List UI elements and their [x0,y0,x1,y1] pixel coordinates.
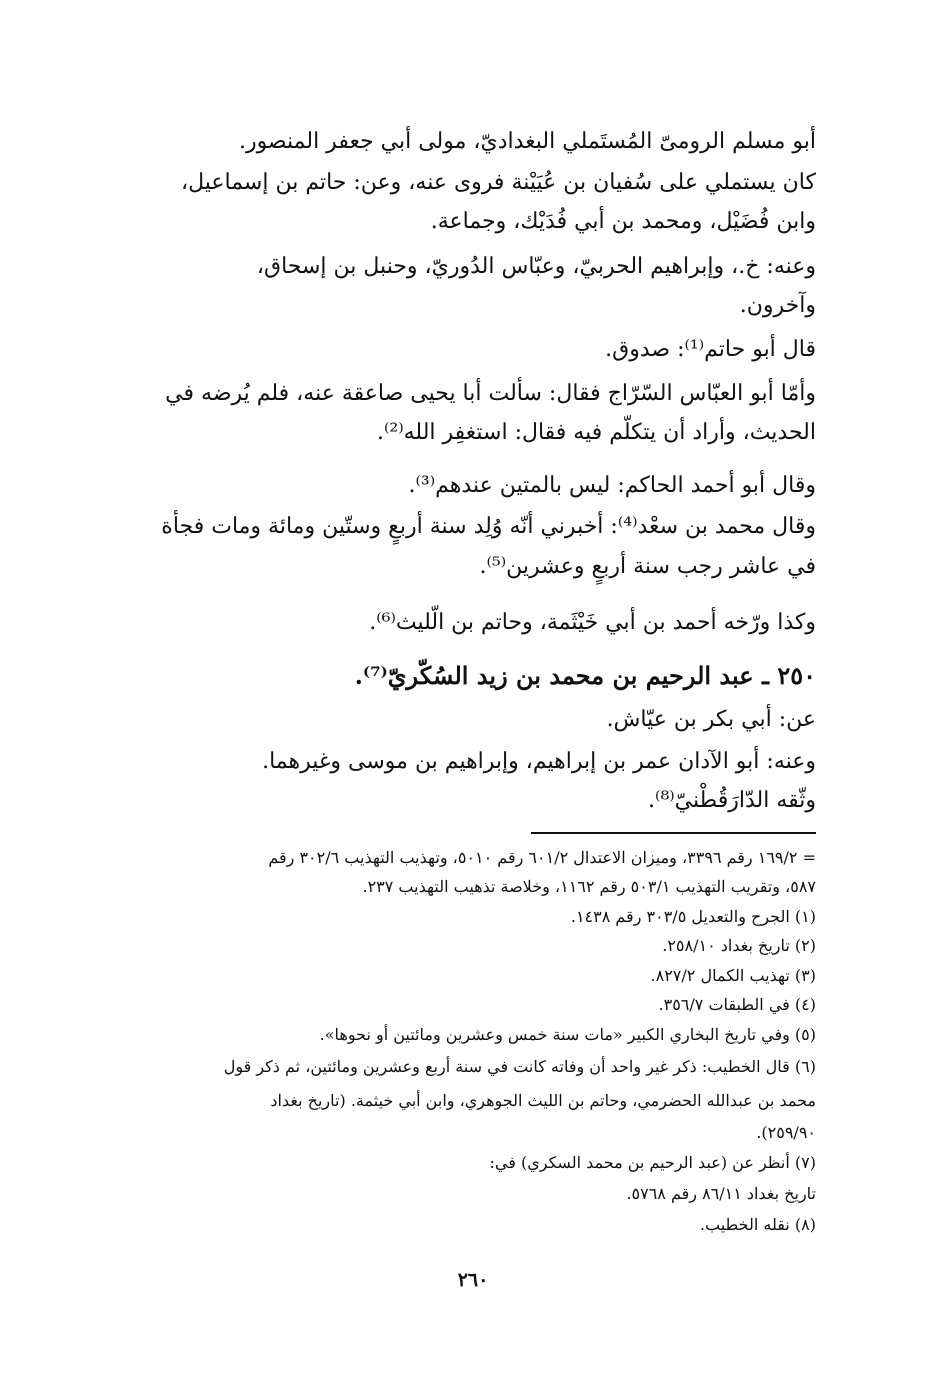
footnote-line: (٦) قال الخطيب: ذكر غير واحد أن وفاته كانت في سنة أربع وعشرين ومائتين، ثم ذكر قول [223,1057,816,1076]
footnote-line: تاريخ بغداد ٨٦/١١ رقم ٥٧٦٨. [626,1184,816,1203]
text-line: وكذا ورّخه أحمد بن أبي خَيْثَمة، وحاتم بن الّليث⁽⁶⁾. [369,610,816,635]
text-line: وعنه: أبو الآدان عمر بن إبراهيم، وإبراهيم بن موسى وغيرهما. [262,749,816,774]
footnote-line: (٣) تهذيب الكمال ٨٢٧/٢. [650,966,816,985]
text-line: وابن فُضَيْل، ومحمد بن أبي فُدَيْك، وجماعة. [430,209,816,234]
footnote-line: (٧) أنظر عن (عبد الرحيم بن محمد السكري) في: [489,1153,816,1172]
text-line: وثّقه الدّارَقُطْنيّ⁽⁸⁾. [648,788,816,813]
text-line: قال أبو حاتم⁽¹⁾: صدوق. [605,337,816,362]
footnote-line: (٥) وفي تاريخ البخاري الكبير «مات سنة خمس وعشرين ومائتين أو نحوها». [319,1025,816,1044]
footnote-line: ٥٨٧، وتقريب التهذيب ٥٠٣/١ رقم ١١٦٢، وخلاصة تذهيب التهذيب ٢٣٧. [362,877,816,896]
footnote-separator [531,832,816,834]
entry-heading: ٢٥٠ ـ عبد الرحيم بن محمد بن زيد السُكّريّ⁽⁷⁾. [354,661,816,690]
footnote-line: (٢) تاريخ بغداد ٢٥٨/١٠. [662,936,816,955]
text-line: الحديث، وأراد أن يتكلّم فيه فقال: استغفِر الله⁽²⁾. [376,420,816,445]
footnote-line: (٨) نقله الخطيب. [699,1215,816,1234]
text-line: كان يستملي على سُفيان بن عُيَيْنة فروى عنه، وعن: حاتم بن إسماعيل، [180,170,816,195]
footnote-line: محمد بن عبدالله الحضرمي، وحاتم بن الليث الجوهري، وابن أبي خيثمة. (تاريخ بغداد [270,1091,816,1110]
text-line: وقال محمد بن سعْد⁽⁴⁾: أخبرني أنّه وُلِد سنة أربعٍ وستّين ومائة ومات فجأة [161,514,816,539]
text-line: وعنه: خ.، وإبراهيم الحربيّ، وعبّاس الدُوريّ، وحنبل بن إسحاق، [256,254,816,279]
footnote-line: (١) الجرح والتعديل ٣٠٣/٥ رقم ١٤٣٨. [570,907,816,926]
text-line: وأمّا أبو العبّاس السّرّاج فقال: سألت أبا يحيى صاعقة عنه، فلم يُرضه في [165,381,816,406]
text-line: عن: أبي بكر بن عيّاش. [606,707,816,732]
page-number: ٢٦٠ [457,1269,489,1291]
text-line: أبو مسلم الرومىّ المُستَملي البغداديّ، مولى أبي جعفر المنصور. [238,129,816,154]
footnote-line: = ١٦٩/٢ رقم ٣٣٩٦، وميزان الاعتدال ٦٠١/٢ رقم ٥٠١٠، وتهذيب التهذيب ٣٠٢/٦ رقم [268,848,816,867]
text-line: في عاشر رجب سنة أربعٍ وعشرين⁽⁵⁾. [479,554,816,579]
text-line: وآخرون. [739,293,816,318]
footnote-line: (٤) في الطبقات ٣٥٦/٧. [658,995,816,1014]
text-line: وقال أبو أحمد الحاكم: ليس بالمتين عندهم⁽³⁾. [408,473,816,498]
footnote-line: ٢٥٩/٩٠). [756,1123,816,1142]
